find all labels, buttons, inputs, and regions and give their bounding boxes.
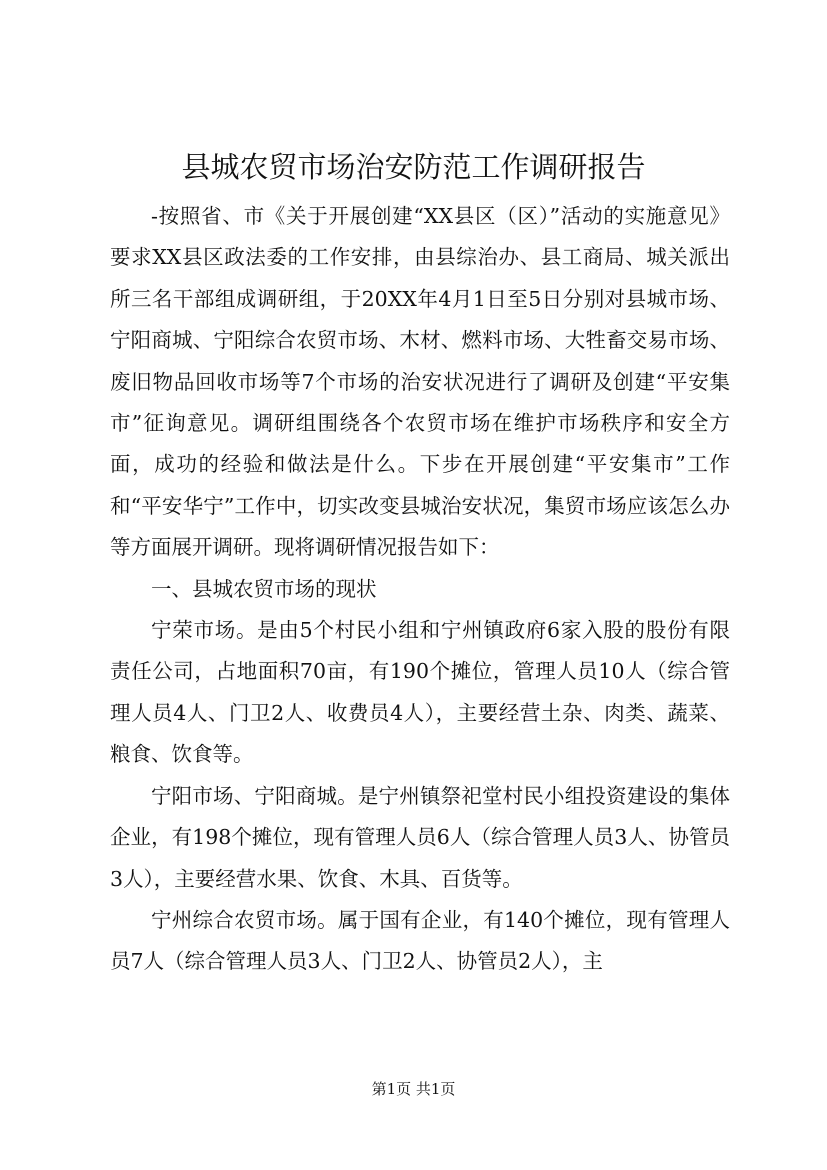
document-body	[110, 196, 730, 983]
paragraph-ningyang-market: 宁阳市场、宁阳商城。是宁州镇祭祀堂村民小组投资建设的集体企业，有198个摊位，现有管理人员6人（综合管理人员3人、协管员3人），主要经营水果、饮食、木具、百货等。	[110, 783, 730, 891]
section-heading: 一、县城农贸市场的现状	[151, 576, 377, 601]
paragraph-intro: -按照省、市《关于开展创建“XX县区（区）”活动的实施意见》要求XX县区政法委的工作安排，由县综治办、县工商局、城关派出所三名干部组成调研组，于20XX年4月1日至5日分别对县城市场、宁阳商城、宁阳综合农贸市场、木材、燃料市场、大牲畜交易市场、废旧物品回收市场等7个市场的治安状况进行了调研及创建“平安集市”征询意见。调研组围绕各个农贸市场在维护市场秩序和安全方面，成功的经验和做法是什么。下步在开展创建“平安集市”工作和“平安华宁”工作中，切实改变县城治安状况，集贸市场应该怎么办等方面展开调研。现将调研情况报告如下：	[110, 204, 730, 560]
page-number-footer: 第1页 共1页	[371, 1080, 456, 1098]
paragraph-ningzhou-market: 宁州综合农贸市场。属于国有企业，有140个摊位，现有管理人员7人（综合管理人员3人、门卫2人、协管员2人），主	[110, 907, 730, 974]
paragraph-ningrong-market: 宁荣市场。是由5个村民小组和宁州镇政府6家入股的股份有限责任公司，占地面积70亩，有190个摊位，管理人员10人（综合管理人员4人、门卫2人、收费员4人），主要经营土杂、肉类、蔬菜、粮食、饮食等。	[110, 618, 730, 767]
document-title: 县城农贸市场治安防范工作调研报告	[181, 150, 646, 184]
